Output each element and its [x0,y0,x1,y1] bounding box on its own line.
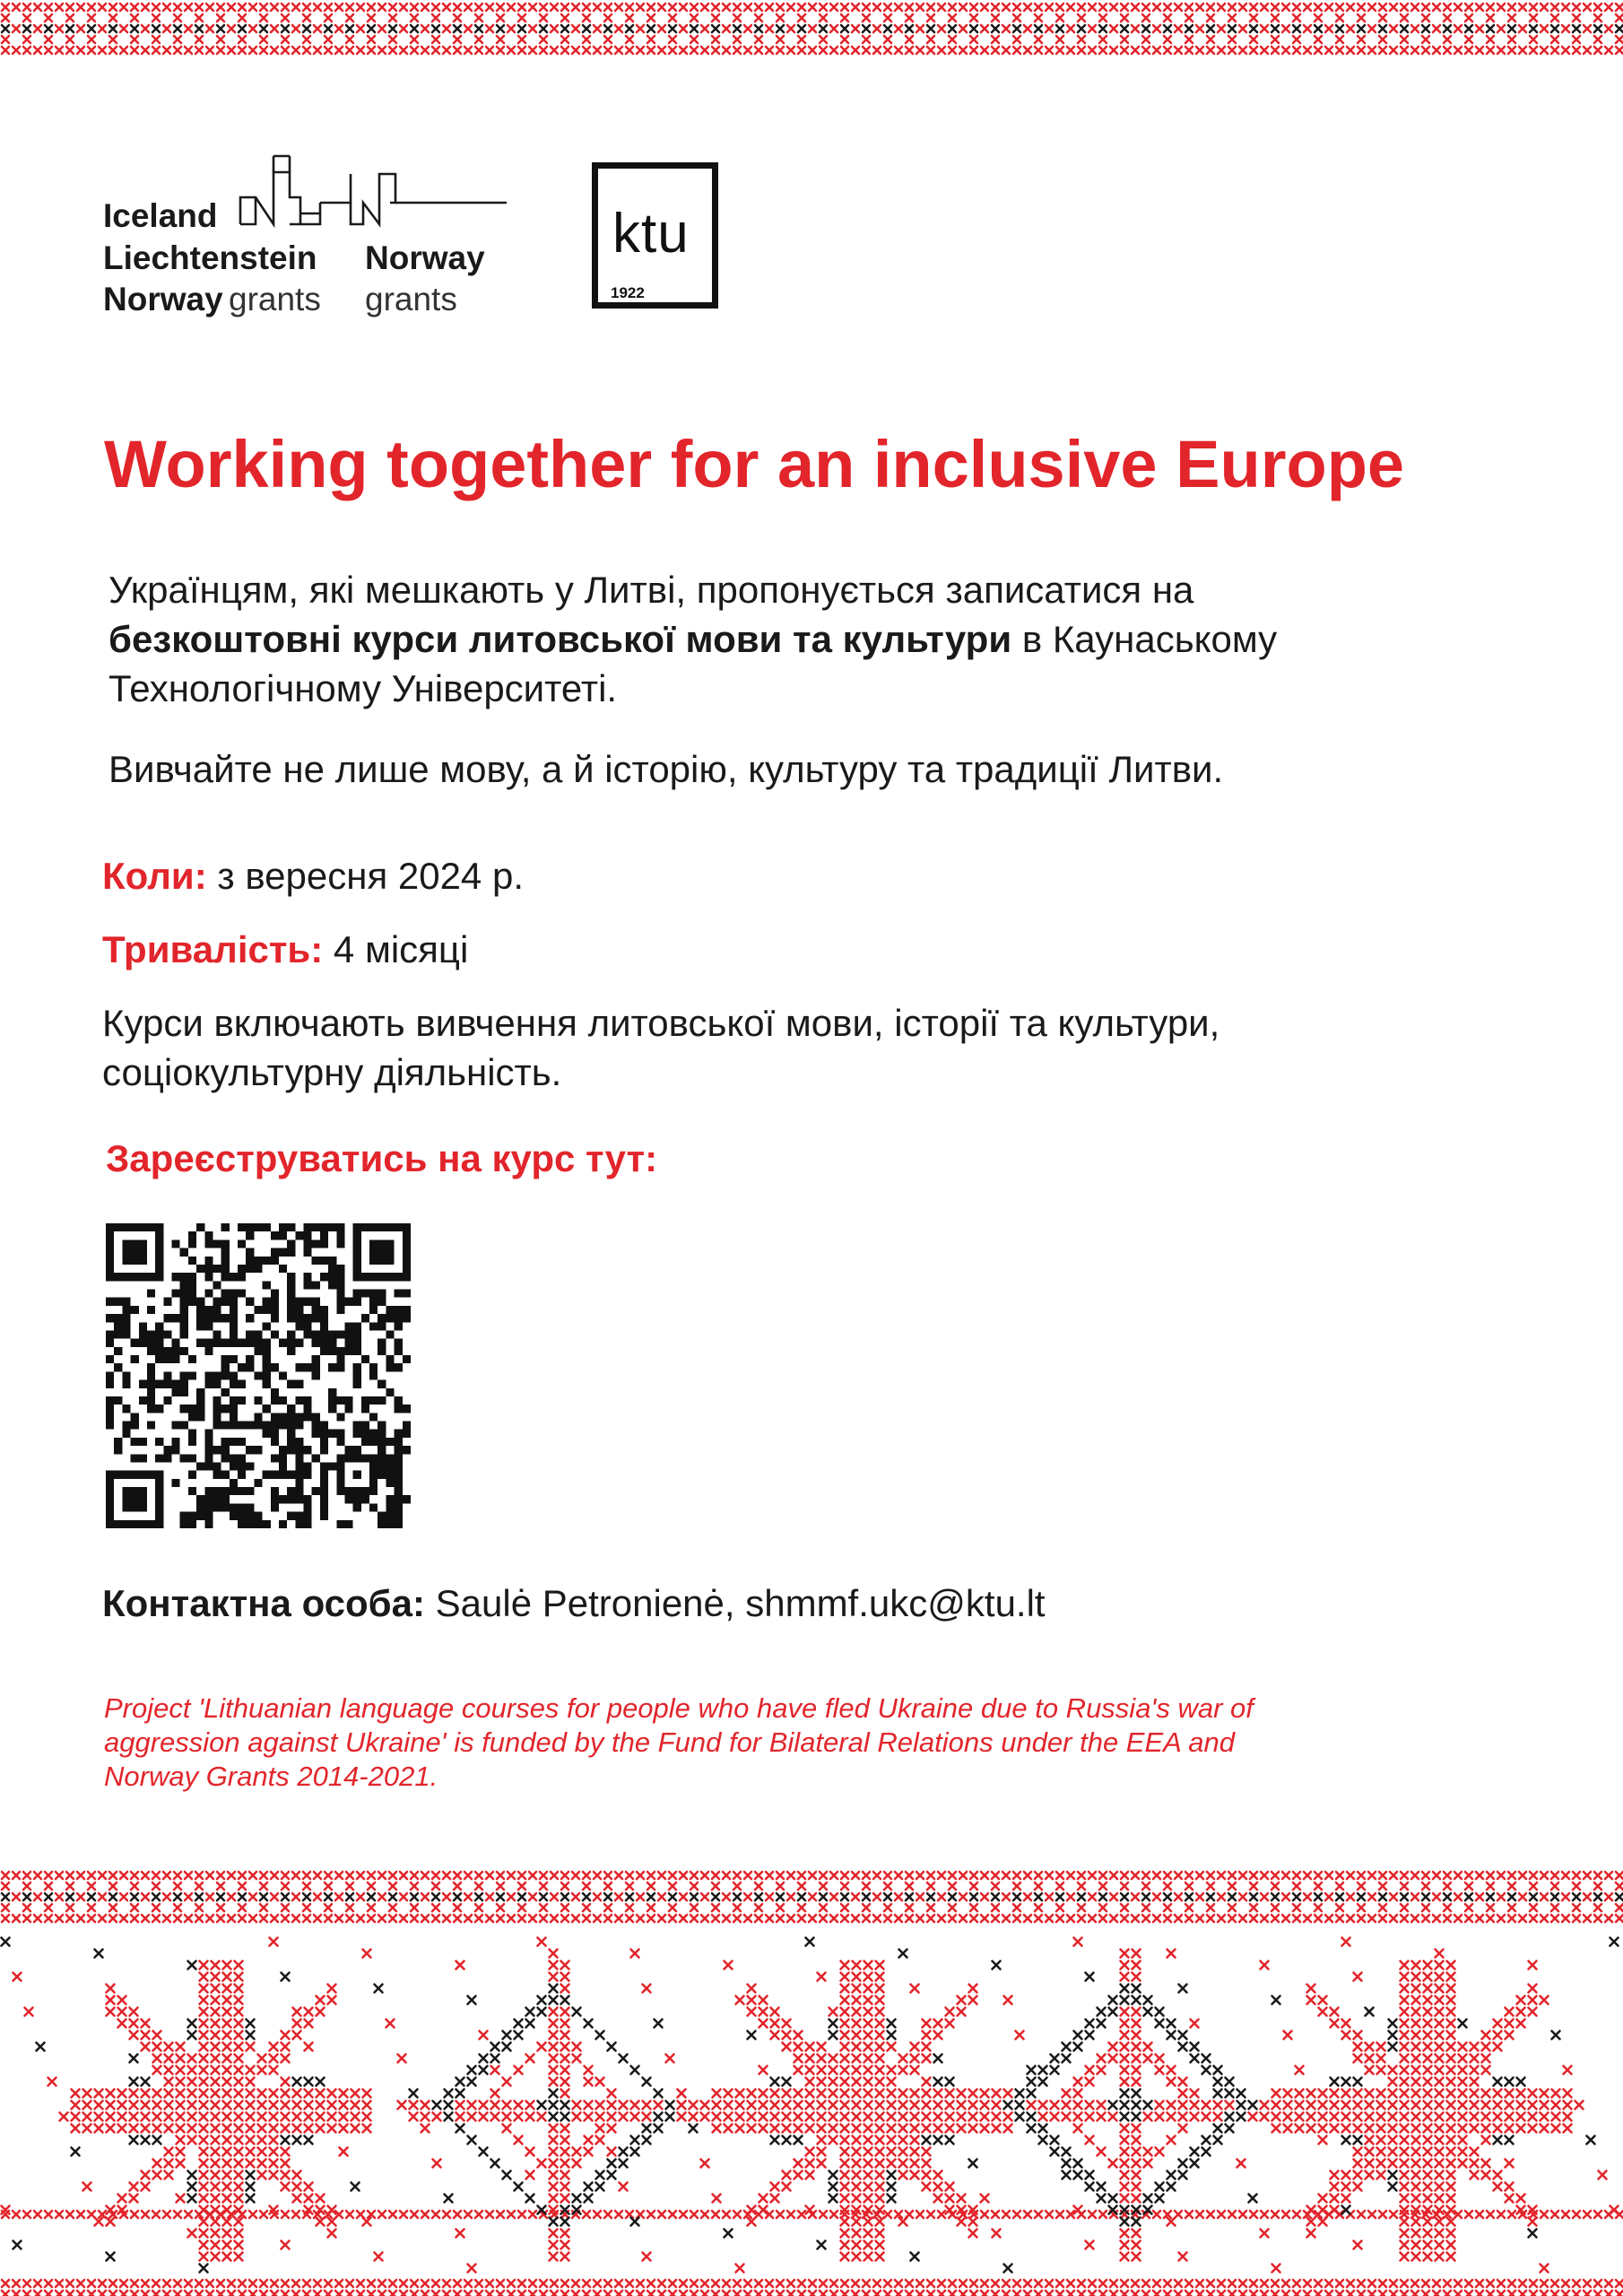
cross-stitch-ornament [0,1870,1623,2296]
funding-note-line-1: Project 'Lithuanian language courses for people who have fled Ukraine due to Russia's war of [104,1692,1254,1724]
logo-grants-right: grants [365,281,457,317]
contact-value: Saulė Petronienė, shmmf.ukc@ktu.lt [424,1582,1046,1624]
contact-row [102,1578,1046,1628]
intro-section [108,565,1543,794]
duration-label: Тривалість: [102,928,324,970]
registration-qr-code[interactable] [106,1223,411,1528]
intro-paragraph [108,565,1543,713]
intro-line-1: Українцям, які мешкають у Литві, пропонується записатися на [108,569,1194,611]
course-content [102,998,1219,1097]
when-label: Коли: [102,855,207,897]
bottom-embroidery [0,1870,1623,2296]
page-title: Working together for an inclusive Europe [104,427,1405,501]
top-embroidery-band [0,0,1623,65]
duration-row [102,925,468,974]
qr-code-icon [106,1223,411,1528]
course-content-line-1: Курси включають вивчення литовської мови, історії та культури, [102,1002,1220,1044]
logo-grants-left: grants [229,281,321,317]
logo-iceland: Iceland [103,197,218,234]
funding-note-line-2: aggression against Ukraine' is funded by the Fund for Bilateral Relations under the EEA and [104,1726,1236,1758]
register-heading: Зареєструватись на курс тут: [106,1137,658,1179]
logo-norway-right: Norway [365,239,485,276]
cross-stitch-pattern [0,0,1623,65]
intro-line-2-rest: в Каунаському [1011,618,1278,660]
intro-paragraph-2: Вивчайте не лише мову, а й історію, культуру та традиції Литви. [108,748,1224,790]
intro-highlight: безкоштовні курси литовської мови та культури [108,618,1012,660]
eea-norway-grants-logo [103,154,498,316]
logo-liechtenstein: Liechtenstein [103,239,317,276]
contact-label: Контактна особа: [102,1582,425,1624]
intro-line-3: Технологічному Університеті. [108,667,618,709]
funding-note [104,1692,1254,1794]
funding-note-line-3: Norway Grants 2014-2021. [104,1761,438,1792]
ktu-logo-name: ktu [612,203,690,265]
grants-logo-mark-icon [238,154,507,228]
ktu-logo [592,162,718,309]
duration-value: 4 місяці [323,928,469,970]
logo-norway-left: Norway [103,281,223,317]
when-value: з вересня 2024 р. [206,855,524,897]
ktu-logo-year: 1922 [611,284,645,301]
course-content-line-2: соціокультурну діяльність. [102,1051,562,1093]
when-row [102,851,524,900]
